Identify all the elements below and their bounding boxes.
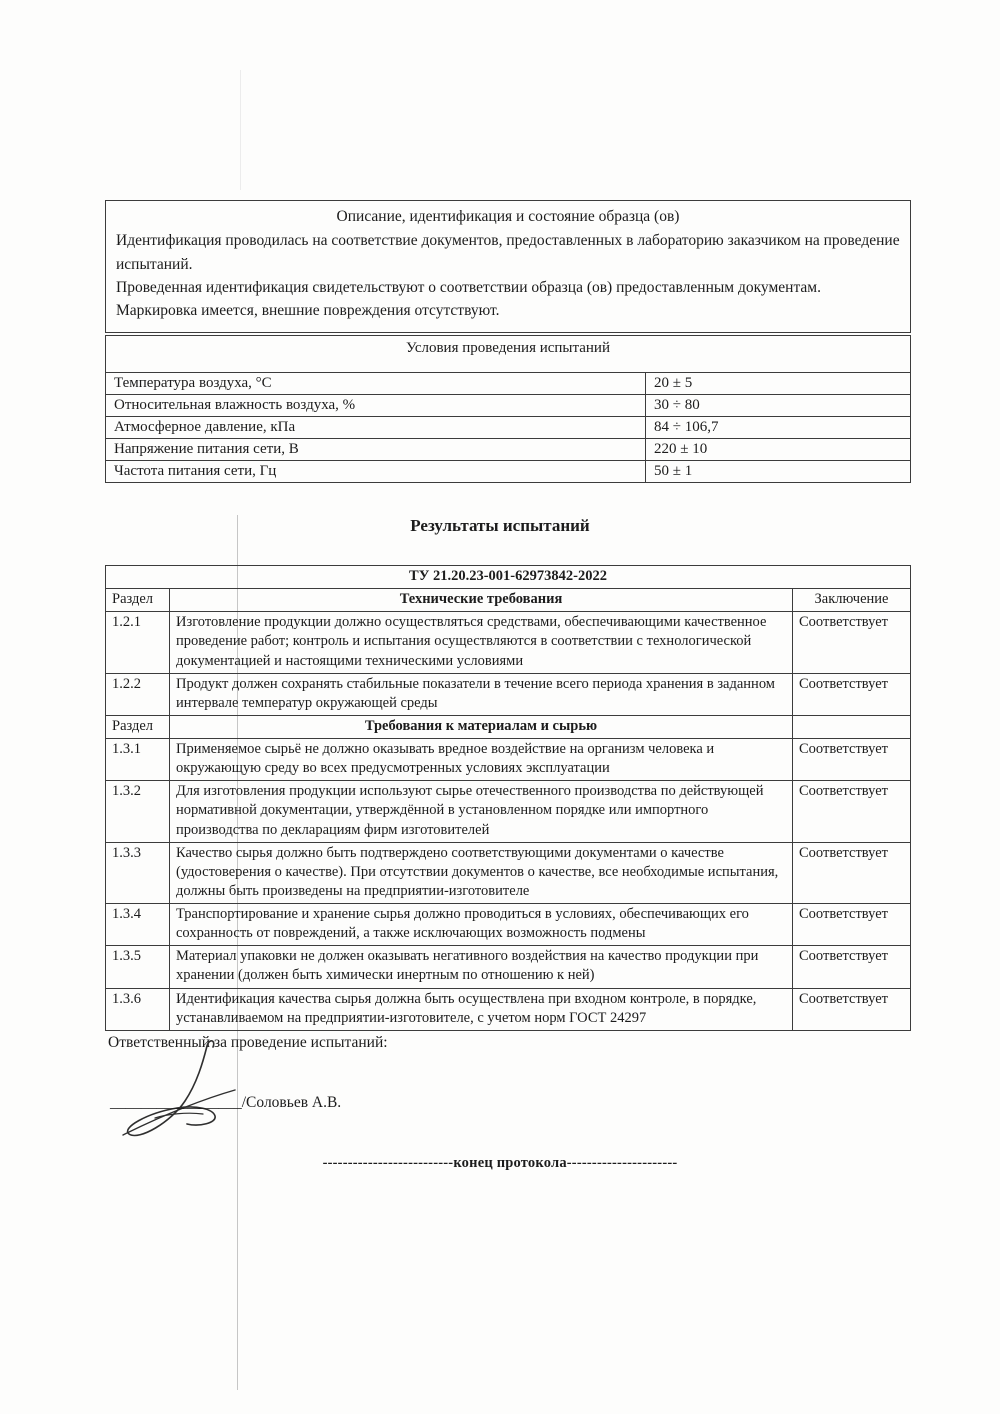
- section-cell: 1.3.2: [106, 781, 170, 842]
- sample-description-box: [105, 200, 911, 333]
- conclusion-cell: Соответствует: [793, 739, 911, 781]
- section-cell: 1.3.4: [106, 904, 170, 946]
- results-heading: Результаты испытаний: [410, 516, 590, 535]
- condition-value: 84 ÷ 106,7: [646, 417, 911, 439]
- test-conditions-table: [105, 335, 911, 483]
- description-title: Описание, идентификация и состояние образца (ов): [336, 208, 680, 225]
- requirement-cell: Идентификация качества сырья должна быть осуществлена при входном контроле, в порядке, устанавливаемом на предприятии-изготовителе, с учетом норм ГОСТ 24297: [170, 988, 793, 1030]
- materials-header-section: Раздел: [106, 715, 170, 738]
- table-row: [106, 988, 911, 1030]
- signature-line: [110, 1094, 341, 1112]
- section-cell: 1.3.5: [106, 946, 170, 988]
- conclusion-cell: Соответствует: [793, 946, 911, 988]
- requirement-cell: Изготовление продукции должно осуществляться средствами, обеспечивающими качественное проведение работ; контроль и испытания осуществляются в соответствии с технологической документацией и настоящими техническими условиями: [170, 612, 793, 673]
- table-row: [106, 673, 911, 715]
- table-row: [106, 904, 911, 946]
- table-row: [106, 781, 911, 842]
- description-line-3: Маркировка имеется, внешние повреждения отсутствуют.: [116, 302, 500, 319]
- table-row: [106, 417, 911, 439]
- table-row: [106, 461, 911, 483]
- section-cell: 1.2.2: [106, 673, 170, 715]
- signature-underline: _________________: [110, 1094, 242, 1111]
- description-line-1: Идентификация проводилась на соответствие документов, предоставленных в лабораторию заказчиком на проведение испытаний.: [116, 232, 900, 273]
- conditions-title-row: [106, 336, 911, 373]
- results-table: [105, 565, 911, 1031]
- condition-value: 50 ± 1: [646, 461, 911, 483]
- conclusion-cell: Соответствует: [793, 842, 911, 903]
- end-of-protocol-line: --------------------------конец протокола----------------------: [322, 1155, 678, 1171]
- condition-label: Частота питания сети, Гц: [106, 461, 646, 483]
- condition-label: Атмосферное давление, кПа: [106, 417, 646, 439]
- requirement-cell: Транспортирование и хранение сырья должно проводиться в условиях, обеспечивающих его сохранность от повреждений, а также исключающих возможность подмены: [170, 904, 793, 946]
- condition-value: 30 ÷ 80: [646, 395, 911, 417]
- tu-header-row: [106, 566, 911, 589]
- column-header-conclusion: Заключение: [793, 589, 911, 612]
- section-cell: 1.3.6: [106, 988, 170, 1030]
- conclusion-cell: Соответствует: [793, 612, 911, 673]
- materials-header-empty: [793, 715, 911, 738]
- requirement-cell: Материал упаковки не должен оказывать негативного воздействия на качество продукции при хранении (должен быть химически инертным по отношению к ней): [170, 946, 793, 988]
- conclusion-cell: Соответствует: [793, 781, 911, 842]
- condition-label: Напряжение питания сети, В: [106, 439, 646, 461]
- requirement-cell: Для изготовления продукции используют сырье отечественного производства по действующей нормативной документации, утверждённой в установленном порядке или импортного производства по декларациям фирм изготовителей: [170, 781, 793, 842]
- condition-value: 20 ± 5: [646, 373, 911, 395]
- condition-label: Относительная влажность воздуха, %: [106, 395, 646, 417]
- materials-header-row: [106, 715, 911, 738]
- table-row: [106, 395, 911, 417]
- description-line-2: Проведенная идентификация свидетельствуют о соответствии образца (ов) предоставленным документам.: [116, 278, 821, 296]
- table-row: [106, 739, 911, 781]
- scan-fold-line-top: [240, 70, 241, 190]
- table-row: [106, 439, 911, 461]
- tu-number: ТУ 21.20.23-001-62973842-2022: [106, 566, 911, 589]
- conclusion-cell: Соответствует: [793, 904, 911, 946]
- signer-name: /Соловьев А.В.: [241, 1094, 342, 1111]
- responsible-label: Ответственный за проведение испытаний:: [108, 1034, 388, 1051]
- column-header-requirements: Технические требования: [170, 589, 793, 612]
- section-cell: 1.3.3: [106, 842, 170, 903]
- conclusion-cell: Соответствует: [793, 988, 911, 1030]
- requirement-cell: Продукт должен сохранять стабильные показатели в течение всего периода хранения в заданном интервале температур окружающей среды: [170, 673, 793, 715]
- requirement-cell: Применяемое сырьё не должно оказывать вредное воздействие на организм человека и окружающую среду во всех предусмотренных условиях эксплуатации: [170, 739, 793, 781]
- table-row: [106, 842, 911, 903]
- condition-value: 220 ± 10: [646, 439, 911, 461]
- materials-header-title: Требования к материалам и сырью: [170, 715, 793, 738]
- requirement-cell: Качество сырья должно быть подтверждено соответствующими документами о качестве (удостоверения о качестве). При отсутствии документов о качестве, все необходимые испытания, должны быть произведены на предприятии-изготовителе: [170, 842, 793, 903]
- section-cell: 1.2.1: [106, 612, 170, 673]
- conclusion-cell: Соответствует: [793, 673, 911, 715]
- column-header-section: Раздел: [106, 589, 170, 612]
- table-row: [106, 373, 911, 395]
- condition-label: Температура воздуха, °С: [106, 373, 646, 395]
- conditions-title: Условия проведения испытаний: [106, 336, 911, 373]
- table-row: [106, 946, 911, 988]
- table-row: [106, 612, 911, 673]
- section-cell: 1.3.1: [106, 739, 170, 781]
- column-header-row: [106, 589, 911, 612]
